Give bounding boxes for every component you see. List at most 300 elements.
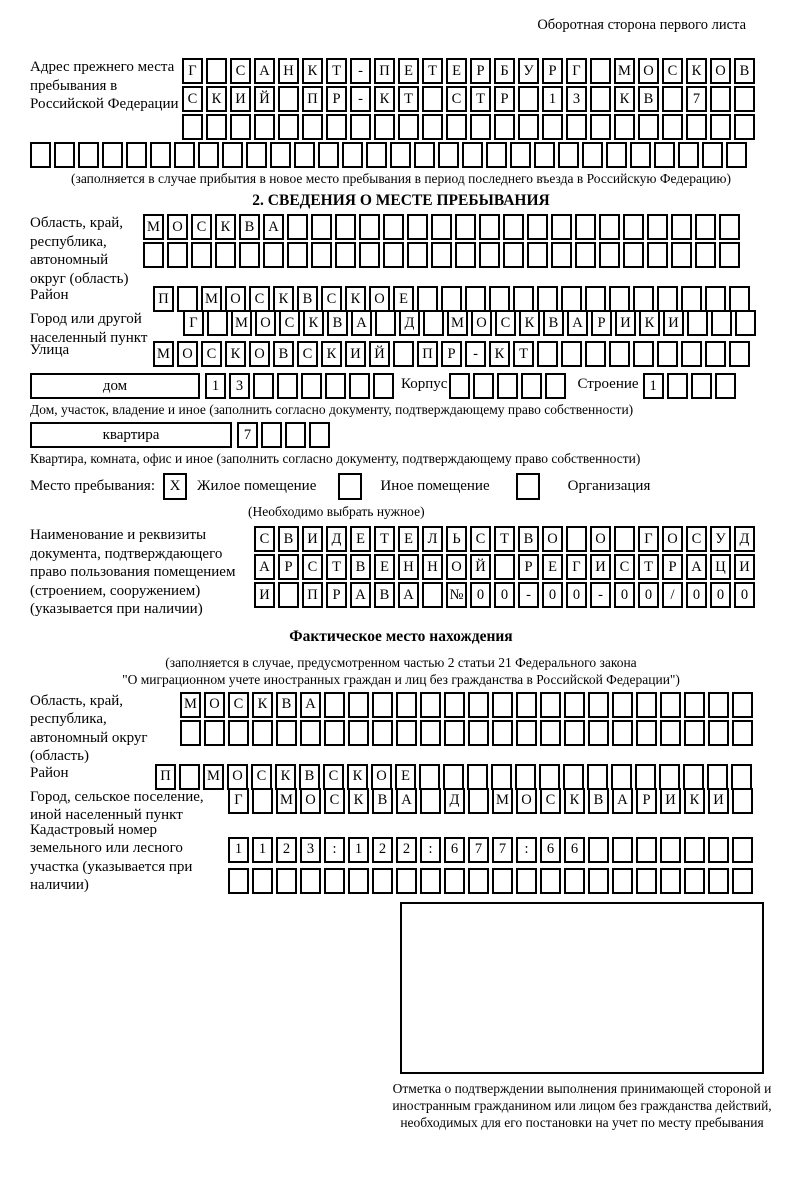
char-box[interactable] (566, 114, 587, 140)
char-box[interactable] (441, 286, 462, 312)
char-box[interactable]: С (470, 526, 491, 552)
char-box[interactable] (396, 692, 417, 718)
char-box[interactable] (277, 373, 298, 399)
char-box[interactable]: С (201, 341, 222, 367)
char-box[interactable]: К (321, 341, 342, 367)
char-box[interactable] (246, 142, 267, 168)
char-box[interactable]: Г (566, 58, 587, 84)
char-box[interactable]: А (612, 788, 633, 814)
char-box[interactable] (657, 341, 678, 367)
char-box[interactable] (614, 526, 635, 552)
char-box[interactable]: К (215, 214, 236, 240)
char-box[interactable] (467, 764, 488, 790)
char-box[interactable]: Р (542, 58, 563, 84)
char-box[interactable] (335, 214, 356, 240)
char-box[interactable] (503, 214, 524, 240)
char-box[interactable] (372, 868, 393, 894)
char-box[interactable]: 0 (734, 582, 755, 608)
char-box[interactable] (515, 764, 536, 790)
char-box[interactable] (309, 422, 330, 448)
char-box[interactable]: Е (398, 526, 419, 552)
char-box[interactable]: М (447, 310, 468, 336)
char-box[interactable] (503, 242, 524, 268)
char-box[interactable] (542, 114, 563, 140)
char-box[interactable]: И (590, 554, 611, 580)
char-box[interactable] (587, 764, 608, 790)
char-box[interactable]: Р (662, 554, 683, 580)
char-box[interactable] (276, 868, 297, 894)
char-box[interactable]: 1 (542, 86, 563, 112)
char-box[interactable] (207, 310, 228, 336)
char-box[interactable] (252, 720, 273, 746)
char-box[interactable]: Р (636, 788, 657, 814)
char-box[interactable] (180, 720, 201, 746)
char-box[interactable] (563, 764, 584, 790)
char-box[interactable] (278, 86, 299, 112)
char-box[interactable]: Д (326, 526, 347, 552)
char-box[interactable] (423, 310, 444, 336)
char-box[interactable] (422, 114, 443, 140)
char-box[interactable] (215, 242, 236, 268)
char-box[interactable] (349, 373, 370, 399)
char-box[interactable]: О (249, 341, 270, 367)
char-box[interactable]: О (177, 341, 198, 367)
char-box[interactable] (518, 86, 539, 112)
char-box[interactable] (494, 554, 515, 580)
char-box[interactable] (710, 114, 731, 140)
char-box[interactable] (417, 286, 438, 312)
char-box[interactable] (564, 720, 585, 746)
char-box[interactable]: В (543, 310, 564, 336)
char-box[interactable]: С (321, 286, 342, 312)
char-box[interactable] (420, 868, 441, 894)
char-box[interactable] (545, 373, 566, 399)
char-box[interactable]: И (734, 554, 755, 580)
char-box[interactable]: 3 (229, 373, 250, 399)
char-box[interactable]: И (230, 86, 251, 112)
residential-checkbox[interactable]: X (163, 473, 187, 500)
char-box[interactable] (254, 114, 275, 140)
char-box[interactable] (537, 286, 558, 312)
char-box[interactable] (635, 764, 656, 790)
char-box[interactable]: И (345, 341, 366, 367)
char-box[interactable]: Г (183, 310, 204, 336)
char-box[interactable] (479, 242, 500, 268)
char-box[interactable] (588, 692, 609, 718)
char-box[interactable] (302, 114, 323, 140)
char-box[interactable]: : (516, 837, 537, 863)
char-box[interactable] (657, 286, 678, 312)
char-box[interactable]: Т (374, 526, 395, 552)
char-box[interactable] (285, 422, 306, 448)
char-box[interactable]: О (300, 788, 321, 814)
char-box[interactable]: - (518, 582, 539, 608)
char-box[interactable]: 2 (372, 837, 393, 863)
char-box[interactable]: К (302, 58, 323, 84)
char-box[interactable]: А (398, 582, 419, 608)
char-box[interactable] (54, 142, 75, 168)
char-box[interactable]: Е (374, 554, 395, 580)
char-box[interactable]: О (227, 764, 248, 790)
char-box[interactable] (222, 142, 243, 168)
char-box[interactable]: П (374, 58, 395, 84)
char-box[interactable]: С (249, 286, 270, 312)
char-box[interactable]: С (614, 554, 635, 580)
char-box[interactable]: С (495, 310, 516, 336)
char-box[interactable]: О (516, 788, 537, 814)
char-box[interactable] (695, 242, 716, 268)
char-box[interactable]: С (228, 692, 249, 718)
char-box[interactable] (659, 764, 680, 790)
char-box[interactable] (204, 720, 225, 746)
char-box[interactable]: К (225, 341, 246, 367)
char-box[interactable]: Г (566, 554, 587, 580)
char-box[interactable]: 2 (396, 837, 417, 863)
char-box[interactable] (585, 341, 606, 367)
char-box[interactable] (729, 341, 750, 367)
char-box[interactable] (143, 242, 164, 268)
char-box[interactable] (513, 286, 534, 312)
char-box[interactable] (491, 764, 512, 790)
char-box[interactable]: А (254, 58, 275, 84)
char-box[interactable]: М (143, 214, 164, 240)
char-box[interactable] (414, 142, 435, 168)
char-box[interactable]: О (446, 554, 467, 580)
char-box[interactable] (630, 142, 651, 168)
char-box[interactable] (623, 242, 644, 268)
char-box[interactable] (455, 242, 476, 268)
char-box[interactable] (695, 214, 716, 240)
char-box[interactable] (575, 242, 596, 268)
char-box[interactable] (239, 242, 260, 268)
char-box[interactable]: У (518, 58, 539, 84)
char-box[interactable] (537, 341, 558, 367)
char-box[interactable]: В (734, 58, 755, 84)
char-box[interactable]: К (489, 341, 510, 367)
char-box[interactable] (431, 242, 452, 268)
char-box[interactable]: 6 (444, 837, 465, 863)
char-box[interactable]: А (396, 788, 417, 814)
char-box[interactable] (734, 86, 755, 112)
char-box[interactable]: Ь (446, 526, 467, 552)
char-box[interactable] (492, 692, 513, 718)
char-box[interactable]: И (663, 310, 684, 336)
char-box[interactable] (516, 868, 537, 894)
char-box[interactable] (527, 214, 548, 240)
char-box[interactable]: С (662, 58, 683, 84)
char-box[interactable]: Т (513, 341, 534, 367)
char-box[interactable] (102, 142, 123, 168)
char-box[interactable] (636, 837, 657, 863)
char-box[interactable] (660, 837, 681, 863)
char-box[interactable] (681, 341, 702, 367)
char-box[interactable] (420, 692, 441, 718)
char-box[interactable]: О (369, 286, 390, 312)
char-box[interactable] (705, 341, 726, 367)
char-box[interactable] (540, 692, 561, 718)
char-box[interactable] (638, 114, 659, 140)
char-box[interactable] (228, 720, 249, 746)
char-box[interactable] (732, 720, 753, 746)
char-box[interactable] (443, 764, 464, 790)
char-box[interactable] (732, 692, 753, 718)
char-box[interactable] (588, 720, 609, 746)
char-box[interactable]: О (371, 764, 392, 790)
char-box[interactable] (612, 692, 633, 718)
char-box[interactable]: Д (399, 310, 420, 336)
char-box[interactable] (681, 286, 702, 312)
char-box[interactable]: 0 (566, 582, 587, 608)
char-box[interactable]: Т (470, 86, 491, 112)
char-box[interactable] (372, 692, 393, 718)
char-box[interactable]: К (686, 58, 707, 84)
char-box[interactable] (708, 868, 729, 894)
char-box[interactable]: С (446, 86, 467, 112)
char-box[interactable]: К (374, 86, 395, 112)
char-box[interactable] (660, 720, 681, 746)
char-box[interactable] (660, 868, 681, 894)
char-box[interactable]: М (276, 788, 297, 814)
char-box[interactable]: Й (254, 86, 275, 112)
char-box[interactable] (174, 142, 195, 168)
char-box[interactable] (438, 142, 459, 168)
char-box[interactable]: Т (638, 554, 659, 580)
char-box[interactable] (374, 114, 395, 140)
char-box[interactable] (671, 214, 692, 240)
char-box[interactable] (702, 142, 723, 168)
char-box[interactable]: М (153, 341, 174, 367)
char-box[interactable]: 7 (468, 837, 489, 863)
char-box[interactable]: В (276, 692, 297, 718)
char-box[interactable]: Й (369, 341, 390, 367)
char-box[interactable]: М (180, 692, 201, 718)
char-box[interactable]: В (638, 86, 659, 112)
char-box[interactable]: Б (494, 58, 515, 84)
char-box[interactable] (372, 720, 393, 746)
char-box[interactable] (126, 142, 147, 168)
char-box[interactable] (516, 692, 537, 718)
char-box[interactable] (492, 868, 513, 894)
char-box[interactable] (715, 373, 736, 399)
char-box[interactable]: О (204, 692, 225, 718)
char-box[interactable] (575, 214, 596, 240)
char-box[interactable] (486, 142, 507, 168)
char-box[interactable]: 7 (686, 86, 707, 112)
char-box[interactable]: 7 (492, 837, 513, 863)
char-box[interactable] (177, 286, 198, 312)
apartment-type-field[interactable]: квартира (30, 422, 232, 448)
char-box[interactable] (732, 788, 753, 814)
char-box[interactable] (539, 764, 560, 790)
char-box[interactable] (325, 373, 346, 399)
char-box[interactable]: К (614, 86, 635, 112)
char-box[interactable]: С (279, 310, 300, 336)
char-box[interactable]: К (348, 788, 369, 814)
char-box[interactable]: : (420, 837, 441, 863)
char-box[interactable] (612, 720, 633, 746)
char-box[interactable] (726, 142, 747, 168)
char-box[interactable]: Д (444, 788, 465, 814)
char-box[interactable] (684, 692, 705, 718)
char-box[interactable] (564, 692, 585, 718)
char-box[interactable] (588, 868, 609, 894)
char-box[interactable] (252, 788, 273, 814)
char-box[interactable]: А (350, 582, 371, 608)
char-box[interactable] (396, 868, 417, 894)
char-box[interactable] (707, 764, 728, 790)
char-box[interactable]: Р (326, 582, 347, 608)
char-box[interactable] (335, 242, 356, 268)
char-box[interactable] (647, 242, 668, 268)
char-box[interactable] (732, 868, 753, 894)
house-type-field[interactable]: дом (30, 373, 200, 399)
char-box[interactable] (683, 764, 704, 790)
char-box[interactable] (324, 692, 345, 718)
char-box[interactable]: С (302, 554, 323, 580)
char-box[interactable]: К (206, 86, 227, 112)
char-box[interactable]: 1 (228, 837, 249, 863)
char-box[interactable] (684, 837, 705, 863)
char-box[interactable] (182, 114, 203, 140)
char-box[interactable]: А (300, 692, 321, 718)
other-premises-checkbox[interactable] (338, 473, 362, 500)
char-box[interactable]: М (614, 58, 635, 84)
char-box[interactable]: Г (182, 58, 203, 84)
char-box[interactable]: А (351, 310, 372, 336)
char-box[interactable]: Е (446, 58, 467, 84)
char-box[interactable]: А (254, 554, 275, 580)
char-box[interactable] (383, 242, 404, 268)
char-box[interactable] (667, 373, 688, 399)
char-box[interactable] (551, 242, 572, 268)
char-box[interactable] (729, 286, 750, 312)
char-box[interactable]: С (230, 58, 251, 84)
char-box[interactable]: № (446, 582, 467, 608)
char-box[interactable]: В (350, 554, 371, 580)
char-box[interactable]: - (350, 58, 371, 84)
char-box[interactable] (78, 142, 99, 168)
char-box[interactable]: Р (494, 86, 515, 112)
char-box[interactable]: 0 (614, 582, 635, 608)
char-box[interactable] (636, 868, 657, 894)
char-box[interactable]: И (302, 526, 323, 552)
char-box[interactable]: В (374, 582, 395, 608)
char-box[interactable] (446, 114, 467, 140)
char-box[interactable]: 3 (566, 86, 587, 112)
char-box[interactable]: Н (398, 554, 419, 580)
char-box[interactable]: 7 (237, 422, 258, 448)
char-box[interactable] (609, 341, 630, 367)
char-box[interactable] (318, 142, 339, 168)
char-box[interactable] (407, 214, 428, 240)
char-box[interactable]: И (254, 582, 275, 608)
char-box[interactable] (263, 242, 284, 268)
char-box[interactable]: В (299, 764, 320, 790)
char-box[interactable]: Р (441, 341, 462, 367)
char-box[interactable] (590, 58, 611, 84)
char-box[interactable] (206, 58, 227, 84)
char-box[interactable] (350, 114, 371, 140)
char-box[interactable] (253, 373, 274, 399)
char-box[interactable] (732, 837, 753, 863)
char-box[interactable] (719, 214, 740, 240)
char-box[interactable]: М (231, 310, 252, 336)
char-box[interactable]: В (327, 310, 348, 336)
char-box[interactable] (462, 142, 483, 168)
char-box[interactable]: 1 (205, 373, 226, 399)
char-box[interactable] (326, 114, 347, 140)
char-box[interactable] (300, 720, 321, 746)
char-box[interactable]: С (686, 526, 707, 552)
char-box[interactable] (705, 286, 726, 312)
char-box[interactable] (375, 310, 396, 336)
char-box[interactable] (468, 720, 489, 746)
char-box[interactable]: У (710, 526, 731, 552)
char-box[interactable]: О (471, 310, 492, 336)
char-box[interactable] (393, 341, 414, 367)
char-box[interactable] (30, 142, 51, 168)
char-box[interactable] (278, 582, 299, 608)
char-box[interactable] (396, 720, 417, 746)
char-box[interactable] (422, 86, 443, 112)
char-box[interactable] (261, 422, 282, 448)
char-box[interactable] (691, 373, 712, 399)
char-box[interactable] (612, 868, 633, 894)
char-box[interactable] (734, 114, 755, 140)
char-box[interactable]: 0 (494, 582, 515, 608)
char-box[interactable]: О (542, 526, 563, 552)
char-box[interactable]: 1 (643, 373, 664, 399)
char-box[interactable] (566, 526, 587, 552)
char-box[interactable]: Т (326, 58, 347, 84)
char-box[interactable]: А (263, 214, 284, 240)
char-box[interactable]: 3 (300, 837, 321, 863)
char-box[interactable] (518, 114, 539, 140)
char-box[interactable]: Г (228, 788, 249, 814)
char-box[interactable] (636, 720, 657, 746)
char-box[interactable] (534, 142, 555, 168)
char-box[interactable] (510, 142, 531, 168)
char-box[interactable]: К (684, 788, 705, 814)
char-box[interactable] (455, 214, 476, 240)
char-box[interactable] (551, 214, 572, 240)
char-box[interactable] (324, 720, 345, 746)
char-box[interactable]: 0 (542, 582, 563, 608)
char-box[interactable]: Е (350, 526, 371, 552)
char-box[interactable] (301, 373, 322, 399)
char-box[interactable] (252, 868, 273, 894)
char-box[interactable]: О (590, 526, 611, 552)
char-box[interactable] (687, 310, 708, 336)
char-box[interactable] (468, 692, 489, 718)
char-box[interactable]: К (303, 310, 324, 336)
char-box[interactable]: К (564, 788, 585, 814)
char-box[interactable] (612, 837, 633, 863)
char-box[interactable]: - (590, 582, 611, 608)
char-box[interactable] (492, 720, 513, 746)
char-box[interactable]: Е (393, 286, 414, 312)
char-box[interactable]: С (254, 526, 275, 552)
char-box[interactable]: М (201, 286, 222, 312)
char-box[interactable] (342, 142, 363, 168)
char-box[interactable]: П (302, 582, 323, 608)
char-box[interactable]: С (323, 764, 344, 790)
char-box[interactable]: П (417, 341, 438, 367)
char-box[interactable] (407, 242, 428, 268)
char-box[interactable] (561, 341, 582, 367)
char-box[interactable]: М (203, 764, 224, 790)
char-box[interactable] (398, 114, 419, 140)
